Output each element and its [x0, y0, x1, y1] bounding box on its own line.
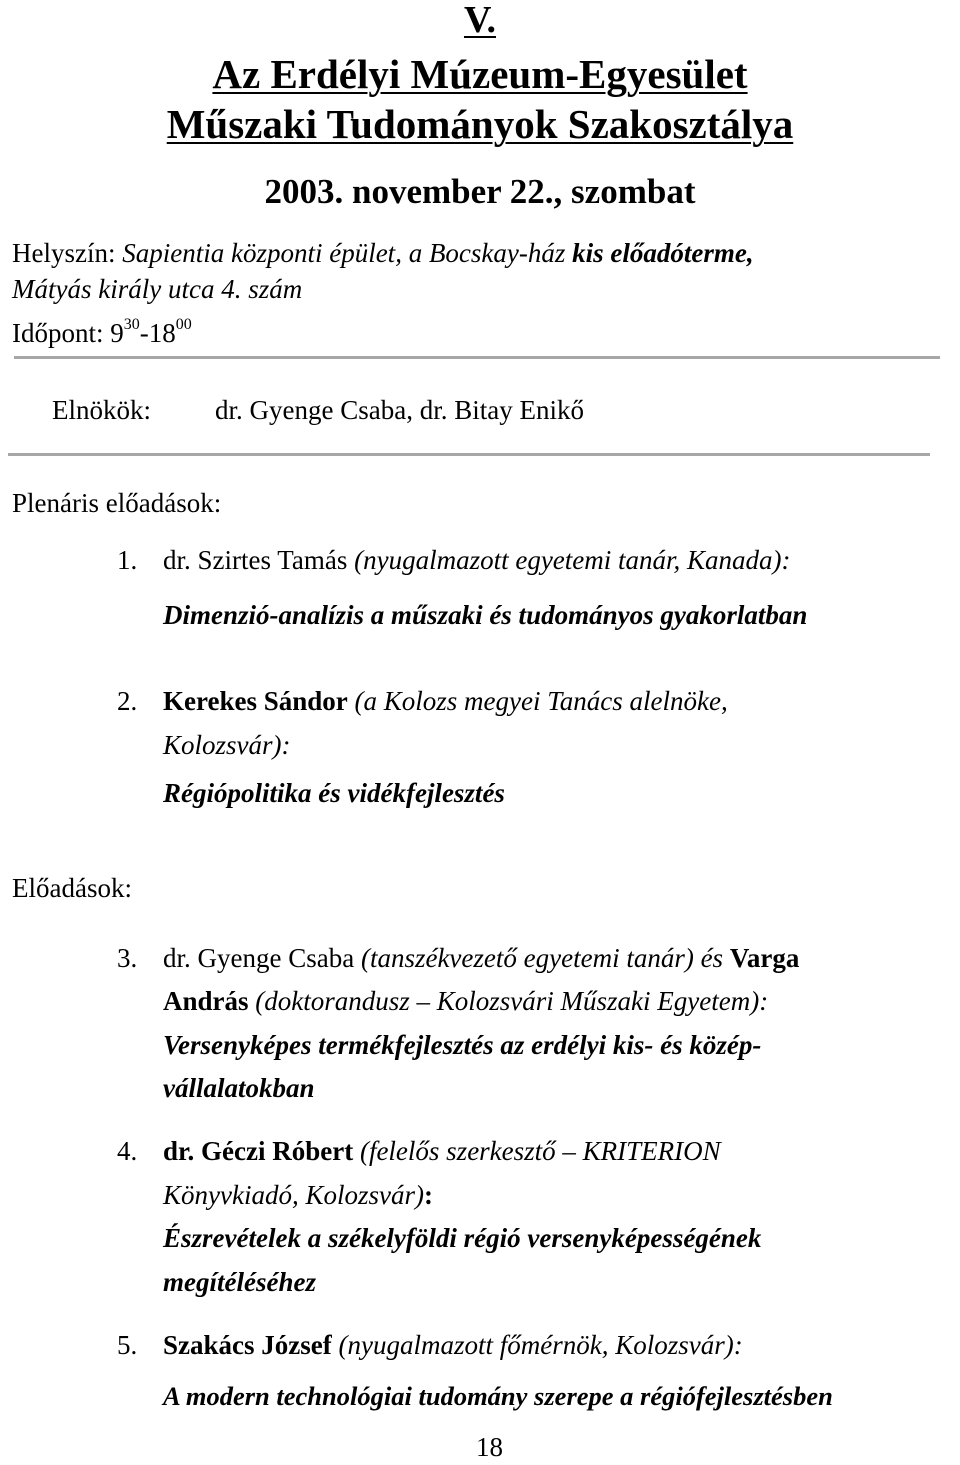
talk-3-number: 3. [117, 943, 138, 973]
talk-3-affiliation: (tanszékvezető egyetemi tanár) és [360, 943, 724, 973]
page-title-line-2: Műszaki Tudományok Szakosztálya [166, 101, 794, 147]
plenary-1-number: 1. [117, 545, 138, 575]
talk-4-title: Észrevételek a székelyföldi régió versenyképességének [163, 1223, 762, 1253]
talk-3-speaker2-cont: András [163, 986, 249, 1016]
venue [12, 235, 952, 271]
venue-address: Mátyás király utca 4. szám [12, 274, 303, 304]
talk-3-line-2 [163, 986, 768, 1017]
venue-label: Helyszín: [12, 238, 116, 268]
plenary-heading: Plenáris előadások: [12, 488, 222, 518]
talk-4-line-2 [163, 1180, 433, 1211]
talk-4-number: 4. [117, 1136, 138, 1166]
talk-4-affiliation: (felelős szerkesztő – KRITERION [359, 1136, 721, 1166]
plenary-2-affiliation: (a Kolozs megyei Tanács alelnöke, [354, 686, 728, 716]
venue-text: Sapientia központi épület, a Bocskay-ház [122, 238, 566, 268]
chairs-label: Elnökök: [52, 395, 151, 425]
talk-3-speaker: dr. Gyenge Csaba [163, 943, 355, 973]
talk-5-affiliation: (nyugalmazott főmérnök, Kolozsvár): [338, 1330, 743, 1360]
talk-3-line [163, 943, 799, 974]
talk-4-affiliation-cont: Könyvkiadó, Kolozsvár) [163, 1180, 424, 1210]
plenary-1-speaker: dr. Szirtes Tamás [163, 545, 348, 575]
event-date: 2003. november 22., szombat [264, 172, 696, 211]
talk-4-line [163, 1136, 721, 1167]
venue-room: kis előadóterme, [572, 238, 754, 268]
talks-heading: Előadások: [12, 873, 132, 903]
talk-4-title-cont: megítéléséhez [163, 1267, 316, 1297]
plenary-1-affiliation: (nyugalmazott egyetemi tanár, Kanada): [354, 545, 791, 575]
time-dash: - [139, 318, 149, 348]
divider-top [14, 356, 940, 359]
talk-4-speaker: dr. Géczi Róbert [163, 1136, 354, 1166]
time-end-hour: 18 [148, 318, 176, 348]
divider-bottom [8, 453, 930, 456]
page-number: 18 [476, 1432, 503, 1462]
talk-3-affiliation2: (doktorandusz – Kolozsvári Műszaki Egyetem): [255, 986, 769, 1016]
talk-5-speaker: Szakács József [163, 1330, 332, 1360]
talk-5-line [163, 1330, 743, 1361]
time-end-minute: 00 [175, 316, 192, 333]
talk-3-title: Versenyképes termékfejlesztés az erdélyi kis- és közép- [163, 1030, 762, 1060]
section-number: V. [463, 0, 497, 41]
time-start-minute: 30 [123, 316, 140, 333]
plenary-1-title: Dimenzió-analízis a műszaki és tudományos gyakorlatban [163, 600, 808, 630]
time [12, 307, 192, 351]
plenary-2-line [163, 686, 728, 717]
plenary-1-line [163, 545, 791, 576]
plenary-2-speaker: Kerekes Sándor [163, 686, 348, 716]
time-label: Időpont: [12, 318, 104, 348]
talk-4-colon: : [423, 1180, 433, 1210]
talk-3-title-cont: vállalatokban [163, 1073, 315, 1103]
plenary-2-title: Régiópolitika és vidékfejlesztés [163, 778, 505, 808]
chairs-names: dr. Gyenge Csaba, dr. Bitay Enikő [215, 395, 584, 425]
talk-5-number: 5. [117, 1330, 138, 1360]
page-title-line-1: Az Erdélyi Múzeum-Egyesület [212, 51, 748, 97]
talk-3-speaker2: Varga [729, 943, 800, 973]
plenary-2-affiliation-cont: Kolozsvár): [163, 730, 291, 760]
plenary-2-number: 2. [117, 686, 138, 716]
time-start-hour: 9 [110, 318, 124, 348]
talk-5-title: A modern technológiai tudomány szerepe a régiófejlesztésben [163, 1381, 833, 1411]
